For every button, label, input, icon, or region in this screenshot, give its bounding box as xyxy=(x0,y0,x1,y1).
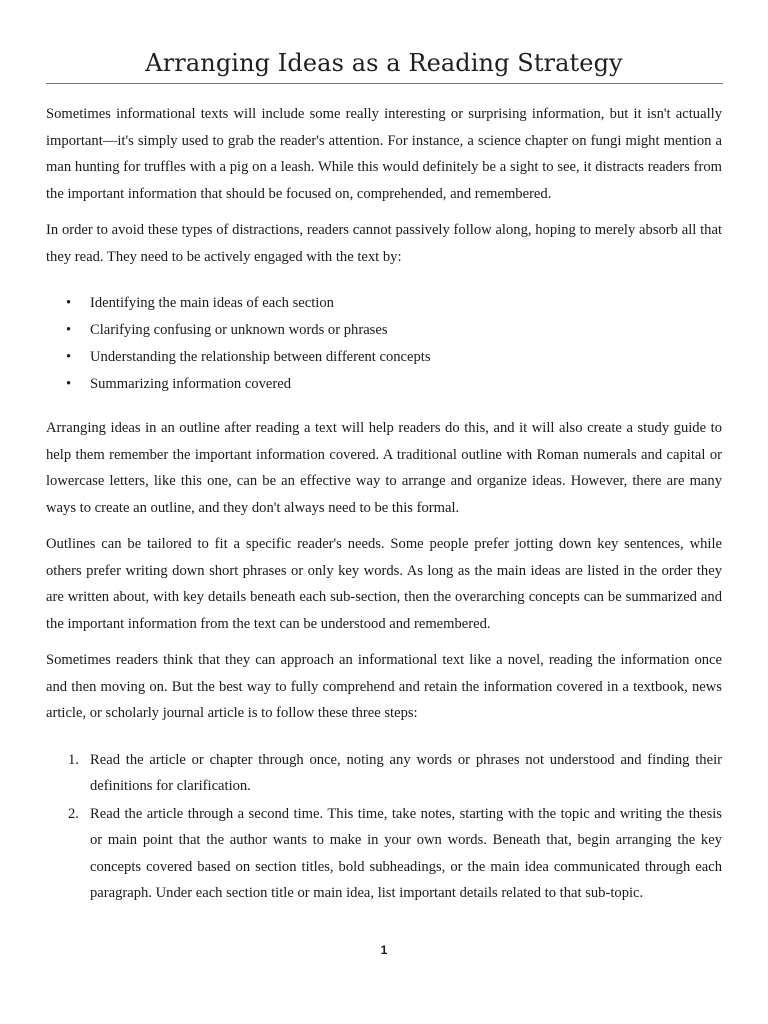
reading-steps-list xyxy=(46,747,722,907)
step-text: Read the article through a second time. This time, take notes, starting with the topic and writing the thesis or main point that the author wants to make in your own words. Beneath that, begin arranging the key concepts covered based on section titles, bold subheadings, or the main idea communicated through each paragraph. Under each section title or main idea, list important details related to that sub-topic. xyxy=(90,805,722,901)
step-number: 2. xyxy=(68,805,79,822)
bullet-item-text: Understanding the relationship between different concepts xyxy=(90,349,431,365)
step-text: Read the article or chapter through once, noting any words or phrases not understood and finding their definitions for clarification. xyxy=(90,751,722,794)
page-number: 1 xyxy=(380,943,388,957)
page-title: Arranging Ideas as a Reading Strategy xyxy=(145,49,623,77)
bullet-item xyxy=(46,371,722,398)
title-underline-rule xyxy=(46,83,723,84)
bullet-item xyxy=(46,290,722,317)
step-number: 1. xyxy=(68,751,79,768)
bullet-item-text: Clarifying confusing or unknown words or phrases xyxy=(90,322,388,338)
bullet-marker: • xyxy=(66,349,72,365)
bullet-marker: • xyxy=(66,376,72,392)
bullet-item-text: Identifying the main ideas of each section xyxy=(90,295,334,311)
bullet-marker: • xyxy=(66,295,72,311)
paragraph-outline-arrangement: Arranging ideas in an outline after reading a text will help readers do this, and it will also create a study guide to help them remember the important information covered. A traditional outline with Roman numerals and capital or lowercase letters, like this one, can be an effective way to arrange and organize ideas. However, there are many ways to create an outline, and they don't always need to be this formal. xyxy=(46,420,722,516)
paragraph-tailored-outlines: Outlines can be tailored to fit a specific reader's needs. Some people prefer jotting down key sentences, while others prefer writing down short phrases or only key words. As long as the main ideas are listed in the order they are written about, with key details beneath each sub-section, then the overarching concepts can be summarized and the important information from the text can be understood and remembered. xyxy=(46,536,722,632)
bullet-item xyxy=(46,317,722,344)
step-item xyxy=(46,801,722,907)
bullet-item xyxy=(46,344,722,371)
step-item xyxy=(46,747,722,800)
paragraph-distractions-intro: Sometimes informational texts will include some really interesting or surprising information, but it isn't actually important—it's simply used to grab the reader's attention. For instance, a science chapter on fungi might mention a man hunting for truffles with a pig on a leash. While this would definitely be a sight to see, it distracts readers from the important information that should be focused on, comprehended, and remembered. xyxy=(46,106,722,202)
bullet-marker: • xyxy=(66,322,72,338)
document-body xyxy=(46,101,722,908)
bullet-item-text: Summarizing information covered xyxy=(90,376,292,392)
paragraph-active-engagement: In order to avoid these types of distractions, readers cannot passively follow along, hoping to merely absorb all that they read. They need to be actively engaged with the text by: xyxy=(46,222,722,265)
engagement-bullet-list xyxy=(46,290,722,398)
paragraph-three-steps-intro: Sometimes readers think that they can approach an informational text like a novel, reading the information once and then moving on. But the best way to fully comprehend and retain the information covered in a textbook, news article, or scholarly journal article is to follow these three steps: xyxy=(46,652,722,721)
